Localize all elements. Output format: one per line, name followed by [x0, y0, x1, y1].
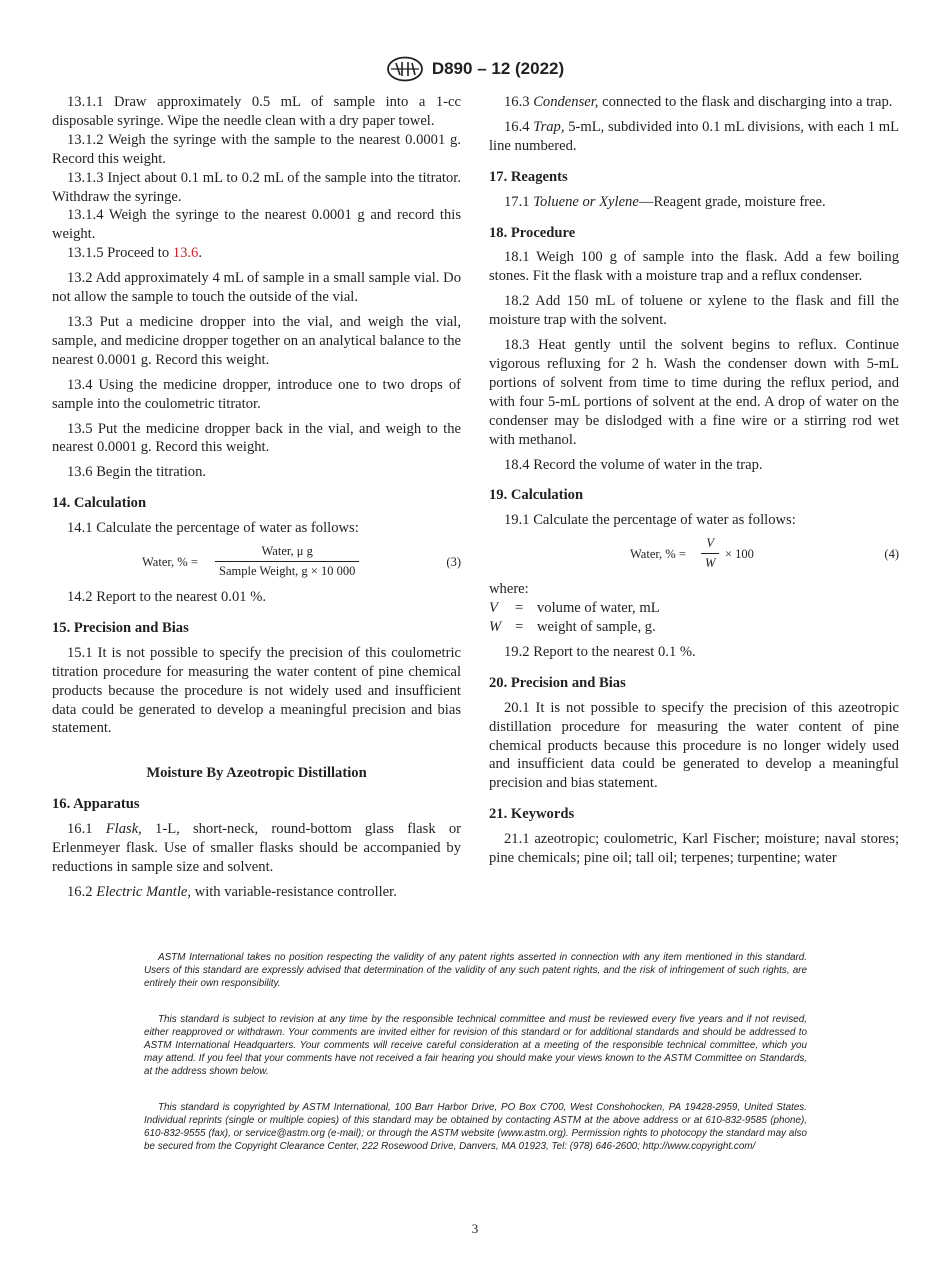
paragraph-16-4-number: 16.4	[504, 118, 534, 135]
paragraph-13-1-5-period: .	[198, 245, 202, 262]
where-equals: =	[515, 600, 524, 617]
equation-4-numerator: V	[706, 536, 715, 551]
where-item-v	[489, 599, 899, 618]
paragraph-16-3-text: connected to the flask and discharging into a trap.	[598, 94, 893, 110]
paragraph-13-3: 13.3 Put a medicine dropper into the vial, and weigh the vial, sample, and medicine dropper together on an analytical balance to the nearest 0.0001 g. Record this weight.	[52, 313, 461, 368]
paragraph-17-1-term: Toluene or Xylene	[533, 193, 639, 210]
where-definition: weight of sample, g.	[537, 619, 656, 636]
where-symbol: W	[489, 619, 502, 636]
paragraph-16-4-term: Trap,	[533, 118, 565, 135]
equation-4-number: (4)	[884, 547, 899, 562]
document-designation: D890 – 12 (2022)	[431, 59, 565, 78]
where-definition: volume of water, mL	[537, 600, 660, 617]
section-heading-18: 18. Procedure	[489, 224, 576, 241]
left-column	[52, 93, 461, 902]
equation-3-lhs: Water, % =	[142, 555, 198, 570]
paragraph-16-2-term: Electric Mantle,	[96, 883, 192, 900]
paragraph-16-1-term: Flask,	[105, 821, 142, 838]
paragraph-18-3: 18.3 Heat gently until the solvent begins to reflux. Continue vigorous refluxing for 2 h. Wash the condenser down with 5-mL portions of solvent from time to time during the reflux period, and with four 5-mL portions of solvent at the end. A drop of water on the condenser may be dislodged with a fine wire or a stirring rod wet with methanol.	[489, 337, 899, 448]
equation-4-fraction	[701, 536, 719, 571]
paragraph-14-1: 14.1 Calculate the percentage of water as follows:	[67, 520, 359, 537]
section-heading-15: 15. Precision and Bias	[52, 619, 189, 636]
paragraph-18-2: 18.2 Add 150 mL of toluene or xylene to the flask and fill the moisture trap with the solvent.	[489, 293, 899, 329]
revision-notice-text: This standard is subject to revision at any time by the responsible technical committee and must be reviewed every five years and if not revised, either reapproved or withdrawn. Your comments are invited either for revision of this standard or for additional standards and should be addressed to ASTM International Headquarters. Your comments will receive careful consideration at a meeting of the responsible technical committee, which you may attend. If you feel that your comments have not received a fair hearing you should make your views known to the ASTM Committee on Standards, at the address shown below.	[144, 1014, 807, 1077]
paragraph-13-1-2: 13.1.2 Weigh the syringe with the sample to the nearest 0.0001 g. Record this weight.	[52, 131, 461, 167]
equation-3-fraction	[215, 544, 359, 579]
paragraph-13-1-1: 13.1.1 Draw approximately 0.5 mL of sample into a 1-cc disposable syringe. Wipe the needle clean with a dry paper towel.	[52, 94, 461, 129]
paragraph-13-1-5	[52, 244, 461, 263]
section-13-6-link[interactable]: 13.6	[172, 245, 199, 262]
patent-notice-text: ASTM International takes no position respecting the validity of any patent rights asserted in connection with any item mentioned in this standard. Users of this standard are expressly advised that determination of the validity of any such patent rights, and the risk of infringement of such rights, are entirely their own responsibility.	[144, 952, 807, 989]
paragraph-13-1-4: 13.1.4 Weigh the syringe to the nearest 0.0001 g and record this weight.	[52, 207, 461, 243]
paragraph-15-1: 15.1 It is not possible to specify the precision of this coulometric titration procedure for measuring the water content of pine chemical products because the procedure is not widely used and insufficient data could be generated to develop a meaningful precision and bias statement.	[52, 644, 461, 737]
page-number: 3	[471, 1221, 479, 1236]
section-heading-17: 17. Reagents	[489, 168, 568, 185]
paragraph-14-2: 14.2 Report to the nearest 0.01 %.	[67, 589, 266, 606]
section-heading-20: 20. Precision and Bias	[489, 674, 626, 691]
where-equals: =	[515, 619, 524, 636]
paragraph-16-3	[489, 93, 899, 112]
paragraph-16-1-number: 16.1	[67, 821, 106, 838]
copyright-notice-text: This standard is copyrighted by ASTM International, 100 Barr Harbor Drive, PO Box C700, West Conshohocken, PA 19428-2959, United States. Individual reprints (single or multiple copies) of this standard may be obtained by contacting ASTM at the above address or at 610-832-9585 (phone), 610-832-9555 (fax), or service@astm.org (e-mail); or through the ASTM website (www.astm.org). Permission rights to photocopy the standard may also be secured from the Copyright Clearance Center, 222 Rosewood Drive, Danvers, MA 01923, Tel: (978) 646-2600; http://www.copyright.com/	[144, 1102, 807, 1152]
paragraph-16-3-number: 16.3	[504, 94, 534, 110]
paragraph-16-3-term: Condenser,	[533, 94, 599, 110]
section-heading-16: 16. Apparatus	[52, 796, 140, 813]
where-label: where:	[489, 581, 529, 598]
paragraph-19-2: 19.2 Report to the nearest 0.1 %.	[504, 643, 696, 660]
paragraph-13-5: 13.5 Put the medicine dropper back in the vial, and weigh to the nearest 0.0001 g. Record this weight.	[52, 420, 461, 456]
where-symbol: V	[489, 600, 498, 617]
paragraph-17-1-number: 17.1	[504, 193, 534, 210]
equation-3-numerator: Water, μ g	[261, 544, 313, 559]
equation-3-number: (3)	[446, 555, 461, 570]
paragraph-16-2-text: with variable-resistance controller.	[191, 883, 397, 900]
paragraph-18-1: 18.1 Weigh 100 g of sample into the flask. Add a few boiling stones. Fit the flask with a moisture trap and a reflux condenser.	[489, 249, 899, 285]
paragraph-16-2	[52, 883, 461, 902]
astm-logo-icon	[386, 56, 424, 82]
paragraph-21-1: 21.1 azeotropic; coulometric, Karl Fischer; moisture; naval stores; pine chemicals; pine oil; tall oil; terpenes; turpentine; water	[489, 831, 899, 867]
paragraph-19-1: 19.1 Calculate the percentage of water as follows:	[504, 512, 796, 529]
equation-3-denominator: Sample Weight, g × 10 000	[219, 564, 356, 579]
page-header	[0, 56, 950, 82]
paragraph-17-1-text: —Reagent grade, moisture free.	[638, 193, 826, 210]
paragraph-13-2: 13.2 Add approximately 4 mL of sample in a small sample vial. Do not allow the sample to touch the outside of the vial.	[52, 270, 461, 306]
paragraph-13-6: 13.6 Begin the titration.	[67, 464, 207, 481]
equation-4	[489, 536, 899, 576]
patent-notice	[144, 951, 807, 990]
equation-4-denominator: W	[705, 556, 716, 571]
paragraph-16-2-number: 16.2	[67, 883, 97, 900]
paragraph-13-1-5-text: 13.1.5 Proceed to	[67, 245, 173, 262]
where-item-w	[489, 618, 899, 637]
paragraph-16-1-text: 1-L, short-neck, round-bottom glass flask or Erlenmeyer flask. Use of smaller flasks should be accompanied by reductions in sample size and solvent.	[52, 821, 462, 875]
section-heading-19: 19. Calculation	[489, 487, 584, 504]
equation-4-multiplier: × 100	[725, 547, 754, 562]
paragraph-16-1	[52, 820, 461, 877]
paragraph-16-4	[489, 118, 899, 156]
equation-4-lhs: Water, % =	[630, 547, 686, 562]
paragraph-20-1: 20.1 It is not possible to specify the precision of this azeotropic distillation procedure for measuring the water content of pine chemical products because this procedure is no longer widely used and insufficient data could be generated to develop a meaningful precision and bias statement.	[489, 699, 899, 792]
part-heading-moisture: Moisture By Azeotropic Distillation	[146, 765, 367, 782]
paragraph-13-4: 13.4 Using the medicine dropper, introduce one to two drops of sample into the coulometric titrator.	[52, 376, 461, 412]
section-heading-21: 21. Keywords	[489, 806, 575, 823]
right-column	[489, 93, 899, 868]
paragraph-13-1-3: 13.1.3 Inject about 0.1 mL to 0.2 mL of the sample into the titrator. Withdraw the syringe.	[52, 169, 461, 205]
equation-3	[52, 544, 461, 584]
copyright-notice	[144, 1101, 807, 1153]
paragraph-18-4: 18.4 Record the volume of water in the trap.	[504, 456, 763, 473]
revision-notice	[144, 1013, 807, 1078]
paragraph-16-4-text: 5-mL, subdivided into 0.1 mL divisions, with each 1 mL line numbered.	[489, 118, 900, 154]
paragraph-17-1	[489, 193, 899, 212]
section-heading-14: 14. Calculation	[52, 495, 147, 512]
